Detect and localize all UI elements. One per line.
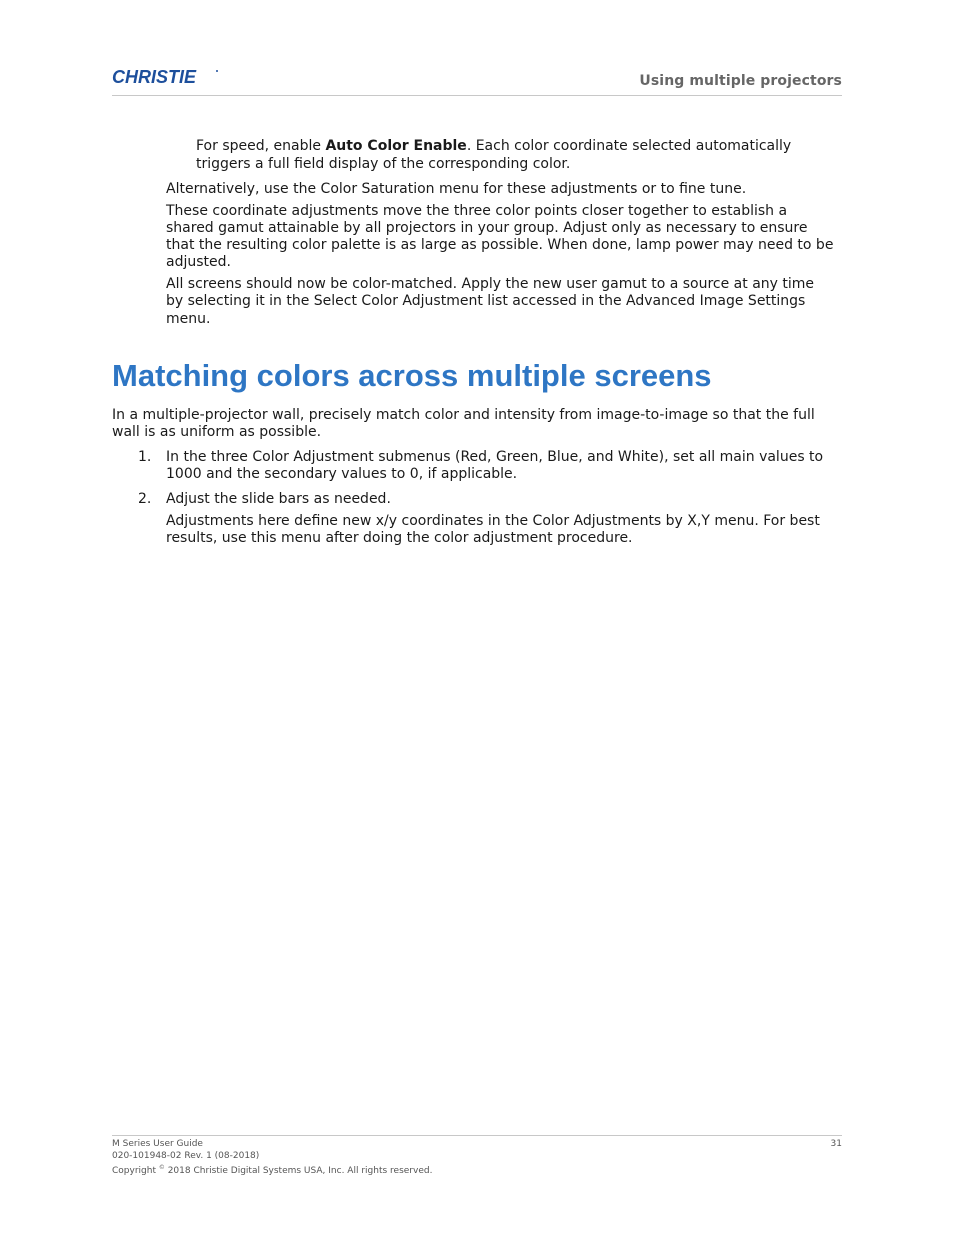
footer-guide-name: M Series User Guide [112, 1139, 203, 1149]
step-2-text: Adjust the slide bars as needed. [166, 491, 391, 507]
page-header [112, 64, 842, 96]
step-1-text-line: 1000 and the secondary values to 0, if applicable. [166, 466, 518, 482]
logo-wordmark: CHRISTIE [112, 67, 197, 87]
screens-paragraph-line: menu. [166, 311, 211, 327]
auto-color-enable-term: Auto Color Enable [325, 138, 467, 154]
coordinate-paragraph-line: that the resulting color palette is as large as possible. When done, lamp power may need to be [166, 237, 834, 253]
step-2-note-line: Adjustments here define new x/y coordinates in the Color Adjustments by X,Y menu. For best [166, 513, 820, 529]
step-number: 2. [138, 491, 152, 507]
christie-logo [112, 67, 220, 87]
section-heading: Matching colors across multiple screens [112, 358, 712, 393]
step-2-note-line: results, use this menu after doing the color adjustment procedure. [166, 530, 633, 546]
alternative-paragraph: Alternatively, use the Color Saturation menu for these adjustments or to fine tune. [166, 181, 747, 197]
header-section-title: Using multiple projectors [639, 73, 842, 89]
page-number: 31 [830, 1139, 842, 1149]
footer-revision: 020-101948-02 Rev. 1 (08-2018) [112, 1150, 260, 1161]
screens-paragraph-line: All screens should now be color-matched. Apply the new user gamut to a source at any time [166, 276, 815, 292]
coordinate-paragraph-line: adjusted. [166, 254, 231, 270]
speed-tip-line-2: triggers a full field display of the corresponding color. [196, 156, 571, 172]
step-1-text-line: In the three Color Adjustment submenus (Red, Green, Blue, and White), set all main values to [166, 449, 824, 465]
page-footer [112, 1135, 842, 1178]
footer-copyright: Copyright © 2018 Christie Digital Systems USA, Inc. All rights reserved. [112, 1164, 433, 1176]
speed-tip: For speed, enable Auto Color Enable. Each color coordinate selected automatically [196, 138, 792, 154]
step-number: 1. [138, 449, 152, 465]
section-intro-line: In a multiple-projector wall, precisely match color and intensity from image-to-image so that the full [112, 407, 815, 423]
coordinate-paragraph-line: shared gamut attainable by all projectors in your group. Adjust only as necessary to ensure [166, 220, 808, 236]
screens-paragraph-line: by selecting it in the Select Color Adjustment list accessed in the Advanced Image Settings [166, 293, 806, 309]
coordinate-paragraph-line: These coordinate adjustments move the three color points closer together to establish a [166, 203, 788, 219]
section-intro-line: wall is as uniform as possible. [112, 424, 322, 440]
